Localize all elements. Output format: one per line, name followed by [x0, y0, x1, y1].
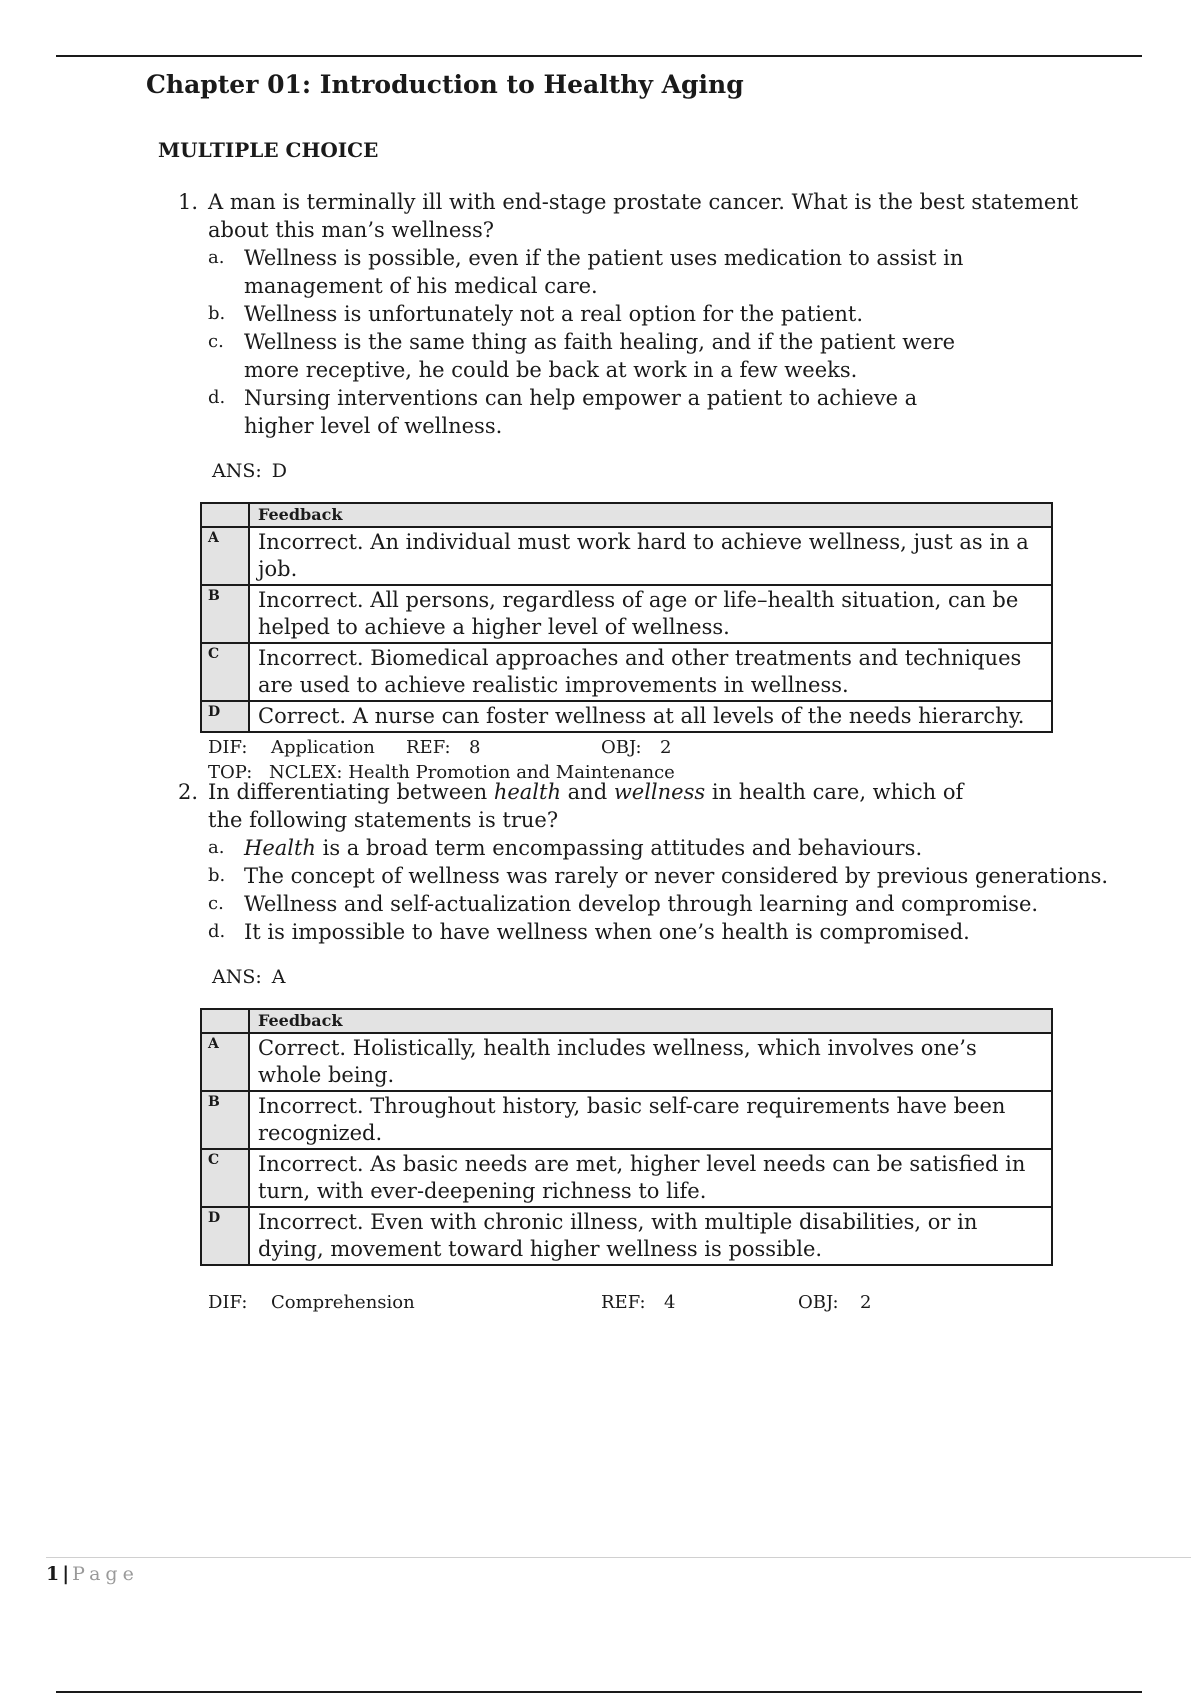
obj-value: 2	[860, 1292, 872, 1313]
feedback-key: A	[201, 527, 249, 585]
feedback-row	[201, 701, 1052, 732]
question-1	[160, 188, 1120, 785]
feedback-key: C	[201, 1149, 249, 1207]
options-list	[208, 244, 1120, 440]
option-b	[208, 300, 1120, 328]
feedback-corner-cell	[201, 1009, 249, 1033]
feedback-table	[200, 1008, 1053, 1266]
feedback-text: Incorrect. All persons, regardless of age or life–health situation, can be helped to achieve a higher level of wellness.	[249, 585, 1052, 643]
ref-value: 4	[664, 1292, 676, 1313]
feedback-row	[201, 1207, 1052, 1265]
ref-label: REF:	[406, 737, 451, 758]
option-text: Wellness is the same thing as faith healing, and if the patient were more receptive, he could be back at work in a few weeks.	[244, 330, 956, 382]
answer-line	[212, 456, 1120, 486]
question-stem	[160, 778, 1120, 834]
question-2	[160, 778, 1120, 1315]
question-metadata	[208, 1290, 1120, 1315]
section-title: MULTIPLE CHOICE	[158, 138, 379, 162]
feedback-row	[201, 1033, 1052, 1091]
dif-label: DIF:	[208, 737, 248, 758]
question-text: In differentiating between health and wellness in health care, which of the following statements is true?	[208, 780, 964, 832]
option-text: The concept of wellness was rarely or never considered by previous generations.	[244, 864, 1109, 888]
ref-label: REF:	[601, 1292, 646, 1313]
question-text: A man is terminally ill with end-stage prostate cancer. What is the best statement about this man’s wellness?	[208, 190, 1079, 242]
obj-label: OBJ:	[601, 737, 642, 758]
top-label: TOP:	[208, 762, 253, 783]
ref-value: 8	[469, 737, 481, 758]
feedback-table	[200, 502, 1053, 733]
chapter-title: Chapter 01: Introduction to Healthy Aging	[146, 70, 744, 99]
question-stem	[160, 188, 1120, 244]
page-word: Page	[72, 1563, 139, 1585]
footer-rule	[46, 1557, 1191, 1558]
page-number: 1	[46, 1563, 60, 1585]
top-rule	[56, 55, 1142, 57]
option-text: It is impossible to have wellness when one’s health is compromised.	[244, 920, 970, 944]
feedback-header-row	[201, 503, 1052, 527]
bottom-rule	[56, 1691, 1142, 1693]
feedback-key: A	[201, 1033, 249, 1091]
option-text: Health is a broad term encompassing attitudes and behaviours.	[244, 836, 923, 860]
feedback-row	[201, 585, 1052, 643]
feedback-key: B	[201, 585, 249, 643]
question-number: 2.	[177, 780, 198, 804]
feedback-row	[201, 1149, 1052, 1207]
top-value: NCLEX: Health Promotion and Maintenance	[269, 762, 675, 783]
feedback-text: Incorrect. As basic needs are met, higher level needs can be satisfied in turn, with ever-deepening richness to life.	[249, 1149, 1052, 1207]
option-d	[208, 918, 1120, 946]
feedback-text: Incorrect. Throughout history, basic self-care requirements have been recognized.	[249, 1091, 1052, 1149]
feedback-text: Correct. Holistically, health includes wellness, which involves one’s whole being.	[249, 1033, 1052, 1091]
option-a	[208, 244, 1120, 300]
option-b	[208, 862, 1120, 890]
feedback-key: D	[201, 1207, 249, 1265]
option-c	[208, 890, 1120, 918]
option-c	[208, 328, 1120, 384]
dif-value: Application	[271, 737, 375, 758]
feedback-text: Incorrect. An individual must work hard to achieve wellness, just as in a job.	[249, 527, 1052, 585]
answer-label: ANS:	[212, 460, 262, 482]
feedback-text: Correct. A nurse can foster wellness at all levels of the needs hierarchy.	[249, 701, 1052, 732]
answer-value: A	[271, 966, 286, 988]
option-a	[208, 834, 1120, 862]
option-letter: c.	[208, 331, 224, 352]
obj-label: OBJ:	[798, 1292, 839, 1313]
question-number: 1.	[177, 190, 198, 214]
dif-value: Comprehension	[271, 1292, 415, 1313]
emphasis-wellness: wellness	[613, 780, 706, 804]
feedback-text: Incorrect. Even with chronic illness, with multiple disabilities, or in dying, movement toward higher wellness is possible.	[249, 1207, 1052, 1265]
feedback-key: C	[201, 643, 249, 701]
feedback-header-row	[201, 1009, 1052, 1033]
option-text: Wellness is possible, even if the patient uses medication to assist in management of his medical care.	[244, 246, 964, 298]
option-text: Nursing interventions can help empower a patient to achieve a higher level of wellness.	[244, 386, 918, 438]
option-d	[208, 384, 1120, 440]
feedback-text: Incorrect. Biomedical approaches and other treatments and techniques are used to achieve realistic improvements in wellness.	[249, 643, 1052, 701]
option-text: Wellness and self-actualization develop through learning and compromise.	[244, 892, 1039, 916]
options-list	[208, 834, 1120, 946]
footer-separator: |	[62, 1563, 70, 1585]
option-letter: b.	[208, 303, 226, 324]
feedback-header: Feedback	[249, 1009, 1052, 1033]
option-letter: a.	[208, 247, 225, 268]
feedback-row	[201, 527, 1052, 585]
obj-value: 2	[660, 737, 672, 758]
feedback-key: D	[201, 701, 249, 732]
feedback-row	[201, 1091, 1052, 1149]
option-letter: d.	[208, 921, 226, 942]
feedback-key: B	[201, 1091, 249, 1149]
answer-value: D	[271, 460, 287, 482]
feedback-header: Feedback	[249, 503, 1052, 527]
option-letter: d.	[208, 387, 226, 408]
option-text: Wellness is unfortunately not a real option for the patient.	[244, 302, 864, 326]
emphasis-health: health	[493, 780, 561, 804]
dif-label: DIF:	[208, 1292, 248, 1313]
feedback-corner-cell	[201, 503, 249, 527]
feedback-row	[201, 643, 1052, 701]
option-letter: c.	[208, 893, 224, 914]
option-letter: b.	[208, 865, 226, 886]
answer-line	[212, 962, 1120, 992]
page-footer	[46, 1563, 139, 1585]
option-letter: a.	[208, 837, 225, 858]
answer-label: ANS:	[212, 966, 262, 988]
